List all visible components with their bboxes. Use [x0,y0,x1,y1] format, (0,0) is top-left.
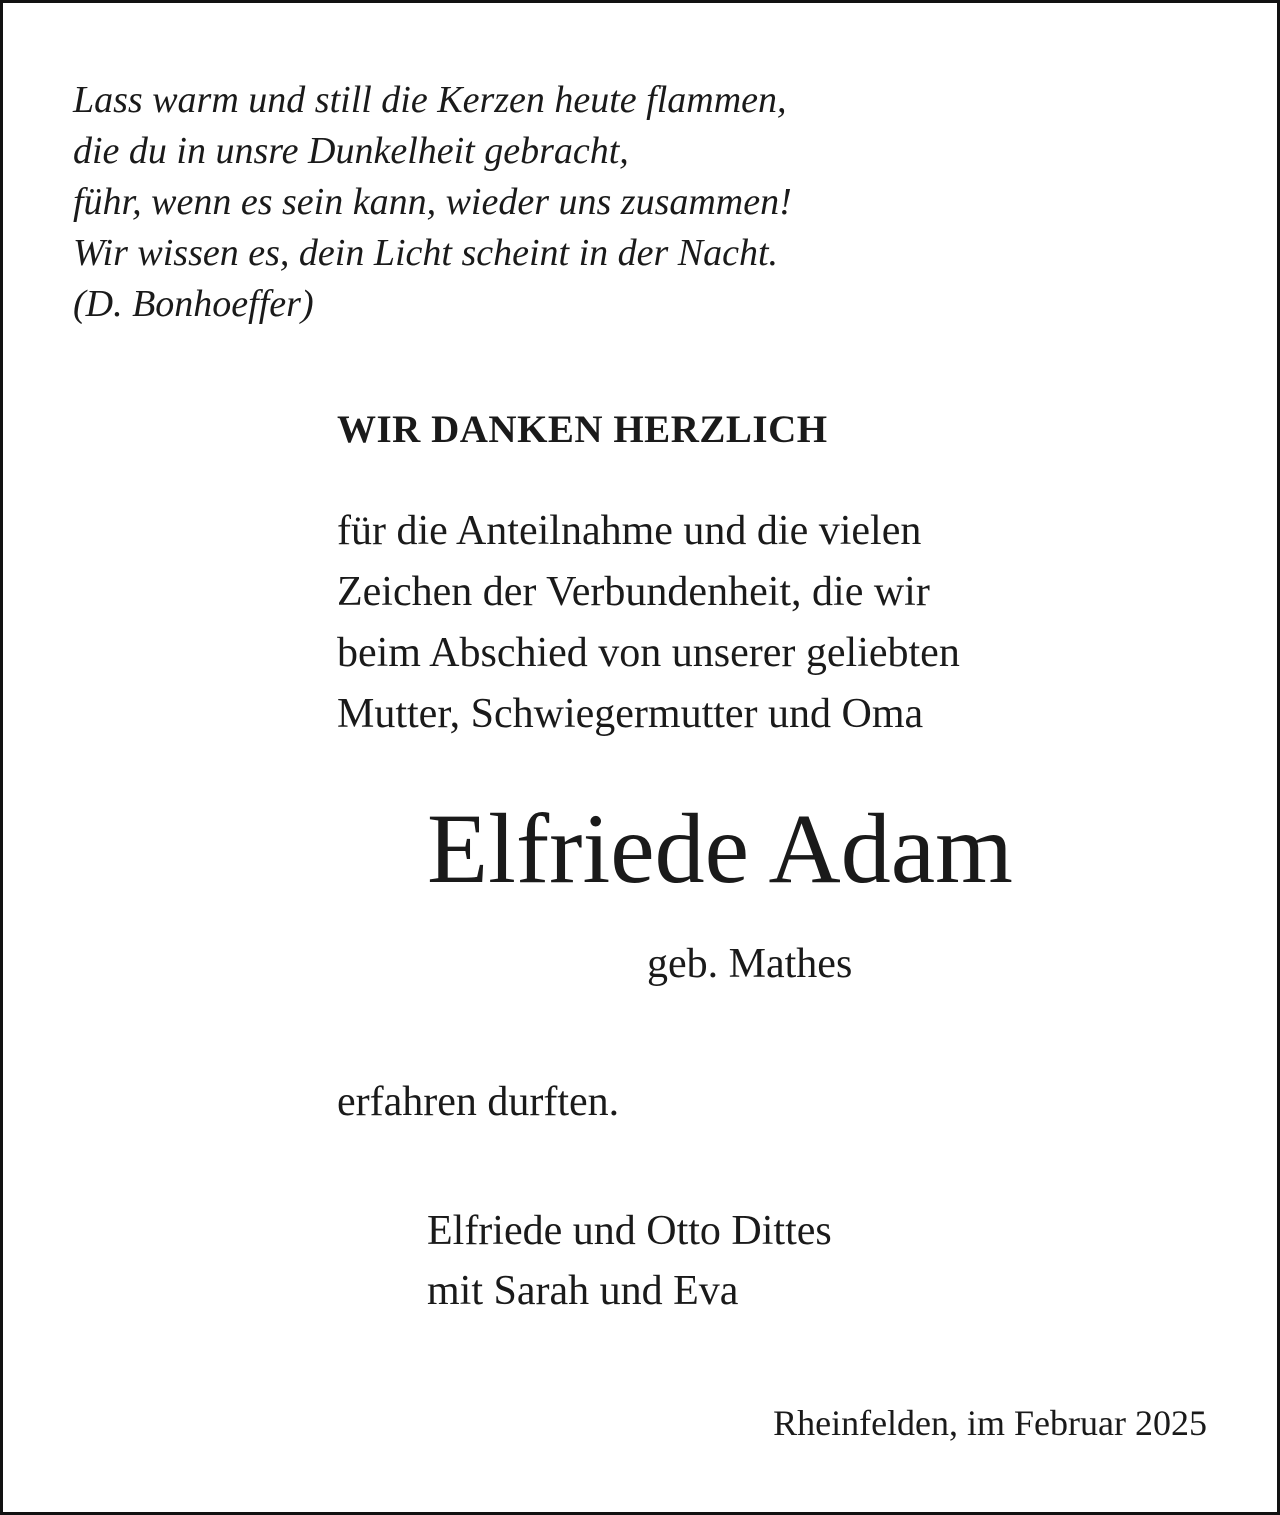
body-line: für die Anteilnahme und die vielen [337,508,922,554]
poem-quote [73,75,1073,330]
body-line: beim Abschied von unserer geliebten [337,630,960,676]
deceased-name: Elfriede Adam [427,793,1013,904]
poem-line: Lass warm und still die Kerzen heute flammen, [73,79,787,121]
signers [427,1201,832,1321]
poem-line: die du in unsre Dunkelheit gebracht, [73,130,629,172]
birth-name: geb. Mathes [647,941,853,987]
body-line: Mutter, Schwiegermutter und Oma [337,691,924,737]
closing-text: erfahren durften. [337,1079,620,1125]
poem-line: führ, wenn es sein kann, wieder uns zusammen! [73,181,792,223]
signer-line: Elfriede und Otto Dittes [427,1208,832,1254]
thanks-heading: WIR DANKEN HERZLICH [337,408,828,451]
poem-attribution: (D. Bonhoeffer) [73,283,314,325]
thanks-body [337,501,960,745]
poem-line: Wir wissen es, dein Licht scheint in der Nacht. [73,232,779,274]
body-line: Zeichen der Verbundenheit, die wir [337,569,930,615]
place-date: Rheinfelden, im Februar 2025 [773,1403,1207,1443]
signer-line: mit Sarah und Eva [427,1268,739,1314]
